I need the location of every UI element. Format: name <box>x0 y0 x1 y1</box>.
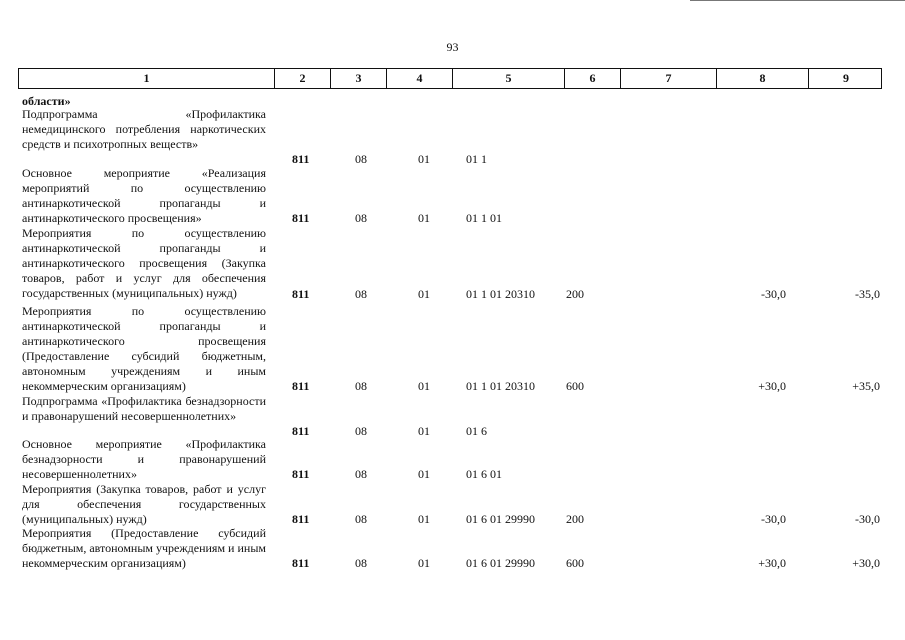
cell-c8: +30,0 <box>758 379 786 393</box>
cell-c4: 01 <box>418 467 430 481</box>
header-col-4: 4 <box>387 69 453 88</box>
header-col-2: 2 <box>275 69 331 88</box>
cell-c5: 01 6 01 <box>466 467 502 481</box>
cell-c2: 811 <box>292 512 310 526</box>
cell-c4: 01 <box>418 152 430 166</box>
cell-c6: 600 <box>566 556 584 570</box>
cell-c9: +30,0 <box>852 556 880 570</box>
header-col-7: 7 <box>621 69 717 88</box>
row-description: Мероприятия (Предоставление субсидий бюджетным, автономным учреждениям и иным некоммерческим организациям) <box>22 526 266 570</box>
header-col-6: 6 <box>565 69 621 88</box>
table-row <box>0 526 905 571</box>
cell-c5: 01 6 <box>466 424 487 438</box>
cell-c5: 01 1 01 <box>466 211 502 225</box>
cell-c4: 01 <box>418 211 430 225</box>
header-col-9: 9 <box>843 71 849 85</box>
row-description: Подпрограмма «Профилактика немедицинского потребления наркотических средств и психотропных веществ» <box>22 107 266 151</box>
cell-c2: 811 <box>292 556 310 570</box>
cell-c3: 08 <box>355 379 367 393</box>
cell-c8: -30,0 <box>761 512 786 526</box>
row-description: Основное мероприятие «Реализация мероприятий по осуществлению антинаркотической пропаганды и антинаркотического просвещения» <box>22 166 266 225</box>
cell-c2: 811 <box>292 287 310 301</box>
cell-c4: 01 <box>418 556 430 570</box>
cell-c8: +30,0 <box>758 556 786 570</box>
row-description: Мероприятия (Закупка товаров, работ и услуг для обеспечения государственных (муниципальных) нужд) <box>22 482 266 526</box>
cell-c6: 200 <box>566 287 584 301</box>
cell-c3: 08 <box>355 211 367 225</box>
header-col-5: 5 <box>453 69 565 88</box>
cell-c4: 01 <box>418 379 430 393</box>
table-row <box>0 226 905 302</box>
table-row <box>0 304 905 394</box>
header-col-8: 8 <box>717 69 809 88</box>
page-number: 93 <box>446 40 459 54</box>
cell-c5: 01 1 <box>466 152 487 166</box>
row-description: Основное мероприятие «Профилактика безнадзорности и правонарушений несовершеннолетних» <box>22 437 266 481</box>
header-col-1: 1 <box>19 69 275 88</box>
top-rule <box>690 0 905 3</box>
cell-c4: 01 <box>418 512 430 526</box>
cell-c4: 01 <box>418 287 430 301</box>
table-header-row <box>18 68 882 89</box>
cell-c2: 811 <box>292 152 310 166</box>
cell-c2: 811 <box>292 211 310 225</box>
cell-c3: 08 <box>355 467 367 481</box>
cell-c2: 811 <box>292 424 310 438</box>
table-row <box>0 482 905 527</box>
cell-c3: 08 <box>355 287 367 301</box>
table-row <box>0 394 905 439</box>
continuation-text: области» <box>22 94 71 108</box>
cell-c6: 200 <box>566 512 584 526</box>
table-row <box>0 107 905 167</box>
cell-c3: 08 <box>355 512 367 526</box>
table-row <box>0 166 905 226</box>
cell-c5: 01 6 01 29990 <box>466 556 535 570</box>
row-description: Мероприятия по осуществлению антинаркотической пропаганды и антинаркотического просвещения (Предоставление субсидий бюджетным, автономным учреждениям и иным некоммерческим организациям) <box>22 304 266 393</box>
header-col-3: 3 <box>331 69 387 88</box>
cell-c3: 08 <box>355 556 367 570</box>
cell-c9: -30,0 <box>855 512 880 526</box>
table-row <box>0 437 905 482</box>
cell-c5: 01 6 01 29990 <box>466 512 535 526</box>
cell-c9: +35,0 <box>852 379 880 393</box>
cell-c3: 08 <box>355 424 367 438</box>
cell-c2: 811 <box>292 379 310 393</box>
cell-c3: 08 <box>355 152 367 166</box>
cell-c8: -30,0 <box>761 287 786 301</box>
cell-c5: 01 1 01 20310 <box>466 287 535 301</box>
row-description: Мероприятия по осуществлению антинаркотической пропаганды и антинаркотического просвещения (Закупка товаров, работ и услуг для обеспечения государственных (муниципальных) нужд) <box>22 226 266 300</box>
cell-c2: 811 <box>292 467 310 481</box>
cell-c6: 600 <box>566 379 584 393</box>
cell-c4: 01 <box>418 424 430 438</box>
row-description: Подпрограмма «Профилактика безнадзорности и правонарушений несовершеннолетних» <box>22 394 266 423</box>
cell-c5: 01 1 01 20310 <box>466 379 535 393</box>
cell-c9: -35,0 <box>855 287 880 301</box>
